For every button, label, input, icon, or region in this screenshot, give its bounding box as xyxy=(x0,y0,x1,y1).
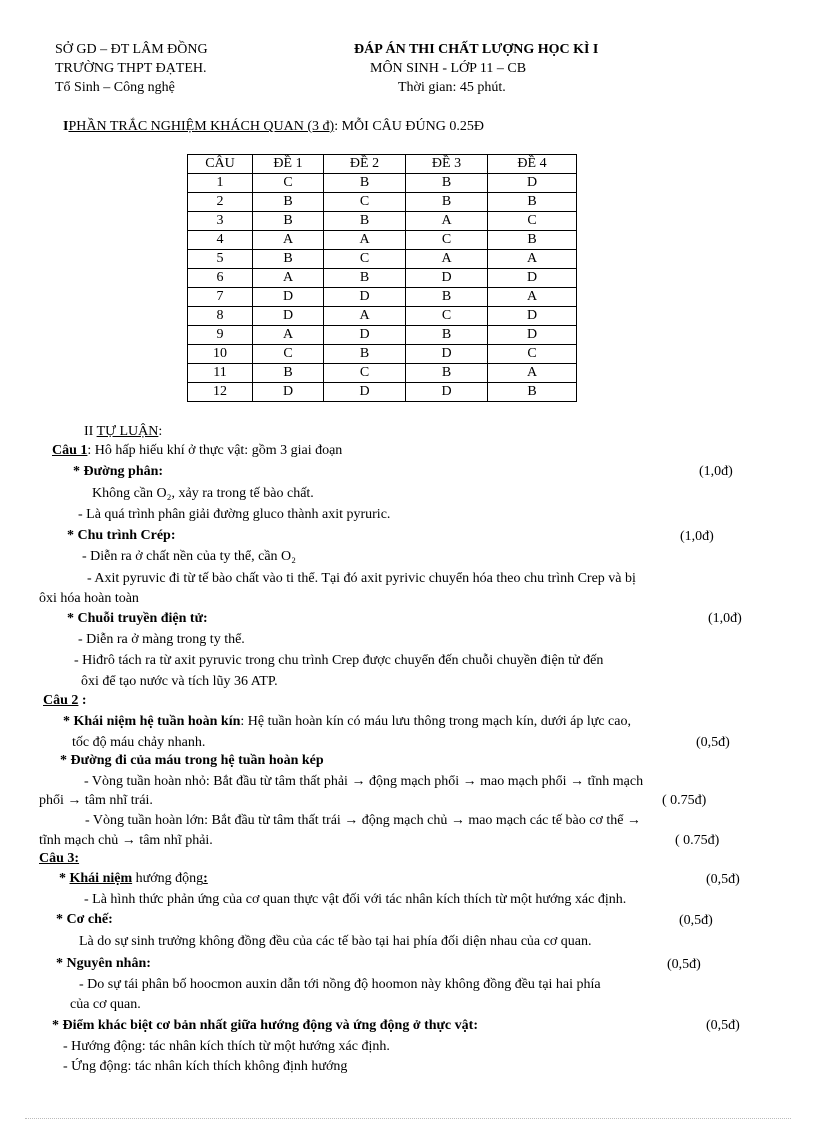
q2-heading: Câu 2 : xyxy=(43,693,87,708)
q3-d-line1: - Hướng động: tác nhân kích thích từ một hướng xác định. xyxy=(63,1039,390,1054)
question-number-cell: 1 xyxy=(188,174,253,193)
answer-cell: A xyxy=(406,212,488,231)
q1-label: Câu 1 xyxy=(52,443,88,458)
q3-c-line2: của cơ quan. xyxy=(70,997,141,1012)
school-name: TRƯỜNG THPT ĐẠTEH. xyxy=(55,61,207,76)
answer-cell: B xyxy=(406,326,488,345)
column-header: ĐỀ 1 xyxy=(253,155,324,174)
answer-cell: A xyxy=(324,307,406,326)
column-header: CÂU xyxy=(188,155,253,174)
q2-line6: - Vòng tuần hoàn lớn: Bắt đầu từ tâm thất trái → động mạch chủ → mao mạch các tế bào cơ thể → xyxy=(85,813,641,828)
table-row xyxy=(188,383,577,402)
answer-cell: C xyxy=(324,250,406,269)
q3-a-points: (0,5đ) xyxy=(706,872,740,887)
q2-line1: * Khái niệm hệ tuần hoàn kín: Hệ tuần hoàn kín có máu lưu thông trong mạch kín, dưới áp lực cao, xyxy=(63,714,631,729)
dept-name: SỞ GD – ĐT LÂM ĐỒNG xyxy=(55,42,208,57)
answer-cell: B xyxy=(488,231,577,250)
question-number-cell: 6 xyxy=(188,269,253,288)
q2-label: Câu 2 xyxy=(43,693,79,708)
answer-cell: B xyxy=(406,174,488,193)
answer-cell: C xyxy=(324,193,406,212)
q2-line2-points: (0,5đ) xyxy=(696,735,730,750)
part1-note: : MỖI CÂU ĐÚNG 0.25Đ xyxy=(334,119,484,134)
answer-cell: A xyxy=(324,231,406,250)
table-header-row xyxy=(188,155,577,174)
column-header: ĐỀ 3 xyxy=(406,155,488,174)
table-row xyxy=(188,269,577,288)
answer-cell: D xyxy=(253,288,324,307)
answer-cell: B xyxy=(406,193,488,212)
question-number-cell: 3 xyxy=(188,212,253,231)
q1-s3-line2: - Hiđrô tách ra từ axit pyruvic trong chu trình Crep được chuyển đến chuỗi chuyền điện tử đến xyxy=(74,653,604,668)
answer-cell: D xyxy=(324,326,406,345)
answer-table-body xyxy=(188,174,577,402)
group-name: Tổ Sinh – Công nghệ xyxy=(55,80,175,95)
time-line: Thời gian: 45 phút. xyxy=(398,80,506,95)
q2-line7: tĩnh mạch chủ → tâm nhĩ phải. xyxy=(39,833,213,848)
answer-cell: B xyxy=(406,364,488,383)
q1-s2-line2: - Axit pyruvic đi từ tế bào chất vào ti thể. Tại đó axit pyrivic chuyển hóa theo chu trình Crep và bị xyxy=(87,571,636,586)
answer-cell: B xyxy=(324,345,406,364)
answer-table xyxy=(187,154,577,402)
table-row xyxy=(188,174,577,193)
q2-line7-points: ( 0.75đ) xyxy=(675,833,720,848)
question-number-cell: 5 xyxy=(188,250,253,269)
table-row xyxy=(188,326,577,345)
answer-cell: A xyxy=(253,231,324,250)
q3-a-title: * Khái niệm hướng động: xyxy=(59,871,208,886)
answer-cell: B xyxy=(488,193,577,212)
answer-cell: D xyxy=(253,383,324,402)
table-row xyxy=(188,250,577,269)
answer-cell: A xyxy=(488,364,577,383)
answer-cell: D xyxy=(253,307,324,326)
q2-line5-points: ( 0.75đ) xyxy=(662,793,707,808)
part1-title: PHẦN TRẮC NGHIỆM KHÁCH QUAN (3 đ) xyxy=(68,119,335,134)
q3-b-points: (0,5đ) xyxy=(679,913,713,928)
doc-title: ĐÁP ÁN THI CHẤT LƯỢNG HỌC KÌ I xyxy=(354,42,599,57)
q1-s1-title: * Đường phân: xyxy=(73,464,164,479)
part2-title: TỰ LUẬN xyxy=(96,424,159,439)
answer-cell: B xyxy=(324,269,406,288)
q1-s1-line2: - Là quá trình phân giải đường gluco thành axit pyruric. xyxy=(78,507,391,522)
table-row xyxy=(188,193,577,212)
answer-cell: D xyxy=(406,383,488,402)
answer-cell: D xyxy=(324,383,406,402)
table-row xyxy=(188,307,577,326)
q1-s2-line3: ôxi hóa hoàn toàn xyxy=(39,591,139,606)
answer-cell: C xyxy=(488,212,577,231)
answer-cell: B xyxy=(253,250,324,269)
answer-cell: D xyxy=(324,288,406,307)
subject-line: MÔN SINH - LỚP 11 – CB xyxy=(370,61,527,76)
answer-cell: B xyxy=(406,288,488,307)
answer-cell: B xyxy=(324,212,406,231)
q3-d-line2: - Ứng động: tác nhân kích thích không định hướng xyxy=(63,1059,348,1074)
table-row xyxy=(188,212,577,231)
answer-cell: C xyxy=(253,345,324,364)
q1-s2-title: * Chu trình Crép: xyxy=(67,528,176,543)
column-header: ĐỀ 4 xyxy=(488,155,577,174)
question-number-cell: 9 xyxy=(188,326,253,345)
answer-cell: B xyxy=(253,212,324,231)
answer-cell: D xyxy=(406,345,488,364)
q2-line3: * Đường đi của máu trong hệ tuần hoàn kép xyxy=(60,753,324,768)
question-number-cell: 4 xyxy=(188,231,253,250)
q1-s3-line1: - Diễn ra ở màng trong ty thể. xyxy=(78,632,245,647)
question-number-cell: 10 xyxy=(188,345,253,364)
answer-cell: C xyxy=(406,231,488,250)
table-row xyxy=(188,345,577,364)
answer-cell: B xyxy=(488,383,577,402)
answer-cell: D xyxy=(488,307,577,326)
column-header: ĐỀ 2 xyxy=(324,155,406,174)
q1-intro: Câu 1: Hô hấp hiếu khí ở thực vật: gồm 3 giai đoạn xyxy=(52,443,343,458)
q3-b-line1: Là do sự sinh trưởng không đồng đều của các tế bào tại hai phía đối diện nhau của cơ quan. xyxy=(79,934,592,949)
question-number-cell: 2 xyxy=(188,193,253,212)
question-number-cell: 7 xyxy=(188,288,253,307)
question-number-cell: 11 xyxy=(188,364,253,383)
q2-line2: tốc độ máu chảy nhanh. xyxy=(72,735,206,750)
q1-s2-line1: - Diễn ra ở chất nền của ty thể, cần O₂ xyxy=(82,549,297,564)
q3-b-title: * Cơ chế: xyxy=(56,912,113,927)
answer-cell: A xyxy=(488,250,577,269)
question-number-cell: 12 xyxy=(188,383,253,402)
answer-cell: D xyxy=(406,269,488,288)
answer-cell: C xyxy=(488,345,577,364)
answer-cell: A xyxy=(253,269,324,288)
answer-cell: C xyxy=(406,307,488,326)
part1-heading: IPHẦN TRẮC NGHIỆM KHÁCH QUAN (3 đ): MỖI CÂU ĐÚNG 0.25Đ xyxy=(63,119,484,134)
answer-cell: A xyxy=(406,250,488,269)
q1-s3-line3: ôxi để tạo nước và tích lũy 36 ATP. xyxy=(81,674,278,689)
q3-c-points: (0,5đ) xyxy=(667,957,701,972)
answer-cell: C xyxy=(253,174,324,193)
table-row xyxy=(188,364,577,383)
part2-heading: II TỰ LUẬN: xyxy=(84,424,163,439)
q2-line4: - Vòng tuần hoàn nhỏ: Bắt đầu từ tâm thất phải → động mạch phổi → mao mạch phổi → tĩnh mạch xyxy=(84,774,644,789)
q1-s2-points: (1,0đ) xyxy=(680,529,714,544)
q3-c-line1: - Do sự tái phân bố hoocmon auxin dẫn tới nồng độ hoomon này không đồng đều tại hai phía xyxy=(79,977,601,992)
answer-cell: B xyxy=(324,174,406,193)
answer-cell: D xyxy=(488,174,577,193)
answer-cell: B xyxy=(253,364,324,383)
q1-s1-points: (1,0đ) xyxy=(699,464,733,479)
table-row xyxy=(188,231,577,250)
answer-cell: B xyxy=(253,193,324,212)
q1-s3-title: * Chuỗi truyền điện tử: xyxy=(67,611,208,626)
answer-cell: D xyxy=(488,269,577,288)
answer-cell: A xyxy=(253,326,324,345)
page-bottom-divider xyxy=(25,1118,791,1119)
q3-a-line1: - Là hình thức phản ứng của cơ quan thực vật đối với tác nhân kích thích từ một hướng xác định. xyxy=(84,892,627,907)
answer-cell: C xyxy=(324,364,406,383)
answer-cell: A xyxy=(488,288,577,307)
q3-c-title: * Nguyên nhân: xyxy=(56,956,151,971)
q3-label: Câu 3: xyxy=(39,851,80,866)
table-row xyxy=(188,288,577,307)
q1-s1-line1: Không cần O₂, xảy ra trong tế bào chất. xyxy=(92,486,314,501)
question-number-cell: 8 xyxy=(188,307,253,326)
q3-d-points: (0,5đ) xyxy=(706,1018,740,1033)
q3-d-title: * Điểm khác biệt cơ bản nhất giữa hướng động và ứng động ở thực vật: xyxy=(52,1018,478,1033)
answer-cell: D xyxy=(488,326,577,345)
q1-s3-points: (1,0đ) xyxy=(708,611,742,626)
q2-line5: phổi → tâm nhĩ trái. xyxy=(39,793,153,808)
